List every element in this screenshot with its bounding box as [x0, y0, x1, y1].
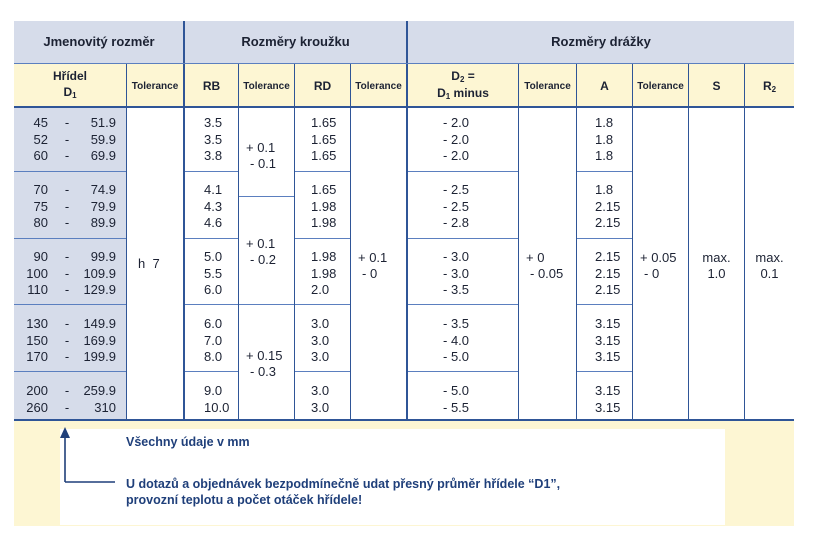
shaft-d1-from: 90 — [33, 249, 48, 264]
header-d2-line2: $D_1$ minus — [437, 86, 489, 101]
rb-value: 5.5 — [204, 265, 223, 281]
a-value: 1.8 — [595, 182, 614, 197]
rb-value: 3.8 — [204, 148, 223, 164]
tolerance-a-plus: + 0.05 — [640, 250, 677, 265]
d2-value: - 2.5 — [443, 198, 470, 214]
shaft-d1-dash: - — [64, 182, 70, 197]
rb-value: 7.0 — [204, 332, 223, 348]
note-units: Všechny údaje v mm — [126, 435, 250, 449]
rb-value: 4.3 — [204, 198, 223, 214]
r2-value: 0.1 — [760, 266, 779, 281]
header-rd: RD — [313, 79, 332, 93]
a-value: 2.15 — [595, 198, 621, 214]
d2-value: - 2.8 — [443, 215, 470, 231]
shaft-d1-from: 100 — [26, 265, 48, 281]
shaft-d1-to: 199.9 — [83, 349, 116, 365]
d2-value: - 4.0 — [443, 332, 470, 348]
a-value: 1.8 — [595, 131, 614, 147]
tolerance-d2-plus: + 0 — [526, 250, 545, 265]
d2-value: - 3.0 — [443, 249, 470, 264]
shaft-d1-to: 310 — [94, 399, 116, 415]
shaft-d1-from: 60 — [33, 148, 48, 164]
rd-value: 1.65 — [311, 115, 337, 130]
shaft-d1-from: 45 — [33, 115, 48, 130]
d2-value: - 2.0 — [443, 115, 470, 130]
shaft-d1-dash: - — [64, 148, 70, 164]
header-tolerance-shaft: Tolerance — [131, 81, 179, 92]
a-value: 1.8 — [595, 115, 614, 130]
d2-value: - 2.0 — [443, 131, 470, 147]
shaft-d1-dash: - — [64, 282, 70, 298]
shaft-d1-from: 110 — [27, 282, 48, 298]
shaft-d1-to: 259.9 — [83, 383, 116, 398]
note-order-line2: provozní teplotu a počet otáček hřídele! — [126, 493, 363, 507]
header-tolerance-a: Tolerance — [637, 81, 684, 92]
a-value: 3.15 — [595, 349, 621, 365]
shaft-d1-to: 89.9 — [90, 215, 116, 231]
tolerance-rb-3-plus: + 0.15 — [246, 348, 283, 363]
s-value-label: max. — [702, 250, 731, 265]
arrow-up-icon — [55, 425, 125, 487]
shaft-d1-from: 75 — [33, 198, 48, 214]
shaft-d1-to: 109.9 — [83, 265, 116, 281]
rb-value: 3.5 — [204, 115, 223, 130]
rb-value: 10.0 — [204, 399, 230, 415]
tolerance-rd-minus: - 0 — [362, 266, 378, 281]
tolerance-rb-2-plus: + 0.1 — [246, 236, 276, 251]
shaft-d1-to: 59.9 — [90, 131, 116, 147]
header-nominal-size: Jmenovitý rozměr — [43, 34, 155, 49]
shaft-d1-dash: - — [64, 332, 70, 348]
d2-value: - 2.0 — [443, 148, 470, 164]
d2-value: - 5.5 — [443, 399, 470, 415]
rd-value: 1.98 — [311, 249, 337, 264]
rb-value: 3.5 — [204, 131, 223, 147]
header-a: A — [600, 79, 609, 93]
rd-value: 1.65 — [311, 148, 337, 164]
d2-value: - 3.5 — [443, 316, 470, 331]
shaft-d1-dash: - — [64, 131, 70, 147]
d2-value: - 3.5 — [443, 282, 470, 298]
rd-value: 2.0 — [311, 282, 330, 298]
header-d2-line1: $D_2$ = — [451, 69, 475, 84]
header-tolerance-rd: Tolerance — [355, 81, 402, 92]
a-value: 3.15 — [595, 316, 621, 331]
shaft-d1-to: 79.9 — [90, 198, 116, 214]
rd-value: 3.0 — [311, 316, 330, 331]
tolerance-shaft-value: h 7 — [138, 256, 160, 271]
shaft-d1-dash: - — [64, 249, 70, 264]
a-value: 3.15 — [595, 383, 621, 398]
a-value: 2.15 — [595, 249, 621, 264]
shaft-d1-from: 260 — [26, 399, 48, 415]
header-rb: RB — [202, 79, 221, 93]
a-value: 2.15 — [595, 215, 621, 231]
a-value: 1.8 — [595, 148, 614, 164]
shaft-d1-to: 129.9 — [83, 282, 116, 298]
shaft-d1-dash: - — [64, 316, 70, 331]
tolerance-rb-1-plus: + 0.1 — [246, 140, 276, 155]
header-ring-dimensions: Rozměry kroužku — [241, 34, 350, 49]
shaft-d1-to: 69.9 — [90, 148, 116, 164]
header-shaft-d1: $D_1$ — [63, 85, 77, 100]
tolerance-rb-3-minus: - 0.3 — [250, 364, 277, 379]
shaft-d1-dash: - — [64, 198, 70, 214]
tolerance-d2-minus: - 0.05 — [530, 266, 564, 281]
a-value: 3.15 — [595, 399, 621, 415]
header-tolerance-d2: Tolerance — [524, 81, 571, 92]
shaft-d1-dash: - — [64, 265, 70, 281]
note-order-line1: U dotazů a objednávek bezpodmínečně udat přesný průměr hřídele “D1”, — [126, 477, 561, 491]
shaft-d1-to: 149.9 — [83, 316, 116, 331]
a-value: 2.15 — [595, 282, 621, 298]
shaft-d1-from: 130 — [26, 316, 48, 331]
header-r2: $R_2$ — [762, 79, 777, 94]
rd-value: 3.0 — [311, 399, 330, 415]
r2-value-label: max. — [755, 250, 784, 265]
tolerance-rb-2-minus: - 0.2 — [250, 252, 277, 267]
rd-value: 1.98 — [311, 265, 337, 281]
a-value: 2.15 — [595, 265, 621, 281]
shaft-d1-from: 80 — [33, 215, 48, 231]
shaft-d1-dash: - — [64, 115, 70, 130]
rb-value: 6.0 — [204, 282, 223, 298]
rb-value: 8.0 — [204, 349, 223, 365]
shaft-d1-to: 99.9 — [90, 249, 116, 264]
s-value: 1.0 — [707, 266, 726, 281]
shaft-d1-dash: - — [64, 215, 70, 231]
shaft-d1-from: 150 — [26, 332, 48, 348]
header-s: S — [712, 79, 721, 93]
rd-value: 1.98 — [311, 198, 337, 214]
rb-value: 4.6 — [204, 215, 223, 231]
rb-value: 5.0 — [204, 249, 223, 264]
rd-value: 1.65 — [311, 182, 337, 197]
rd-value: 3.0 — [311, 332, 330, 348]
d2-value: - 3.0 — [443, 265, 470, 281]
d2-value: - 5.0 — [443, 383, 470, 398]
rd-value: 1.65 — [311, 131, 337, 147]
shaft-d1-from: 52 — [33, 131, 48, 147]
d2-value: - 5.0 — [443, 349, 470, 365]
a-value: 3.15 — [595, 332, 621, 348]
rd-value: 3.0 — [311, 383, 330, 398]
shaft-d1-dash: - — [64, 383, 70, 398]
rd-value: 1.98 — [311, 215, 337, 231]
rd-value: 3.0 — [311, 349, 330, 365]
shaft-d1-from: 200 — [26, 383, 48, 398]
rb-value: 4.1 — [204, 182, 223, 197]
shaft-d1-to: 51.9 — [90, 115, 116, 130]
shaft-d1-to: 169.9 — [83, 332, 116, 348]
rb-value: 9.0 — [204, 383, 223, 398]
rb-value: 6.0 — [204, 316, 223, 331]
header-groove-dimensions: Rozměry drážky — [551, 34, 651, 49]
shaft-d1-from: 170 — [26, 349, 48, 365]
tolerance-a-minus: - 0 — [644, 266, 660, 281]
shaft-d1-from: 70 — [33, 182, 48, 197]
shaft-d1-dash: - — [64, 399, 70, 415]
header-tolerance-rb: Tolerance — [243, 81, 290, 92]
shaft-d1-dash: - — [64, 349, 70, 365]
tolerance-rd-plus: + 0.1 — [358, 250, 388, 265]
tolerance-rb-1-minus: - 0.1 — [250, 156, 277, 171]
shaft-d1-to: 74.9 — [90, 182, 116, 197]
d2-value: - 2.5 — [443, 182, 470, 197]
header-shaft: Hřídel — [52, 69, 87, 83]
